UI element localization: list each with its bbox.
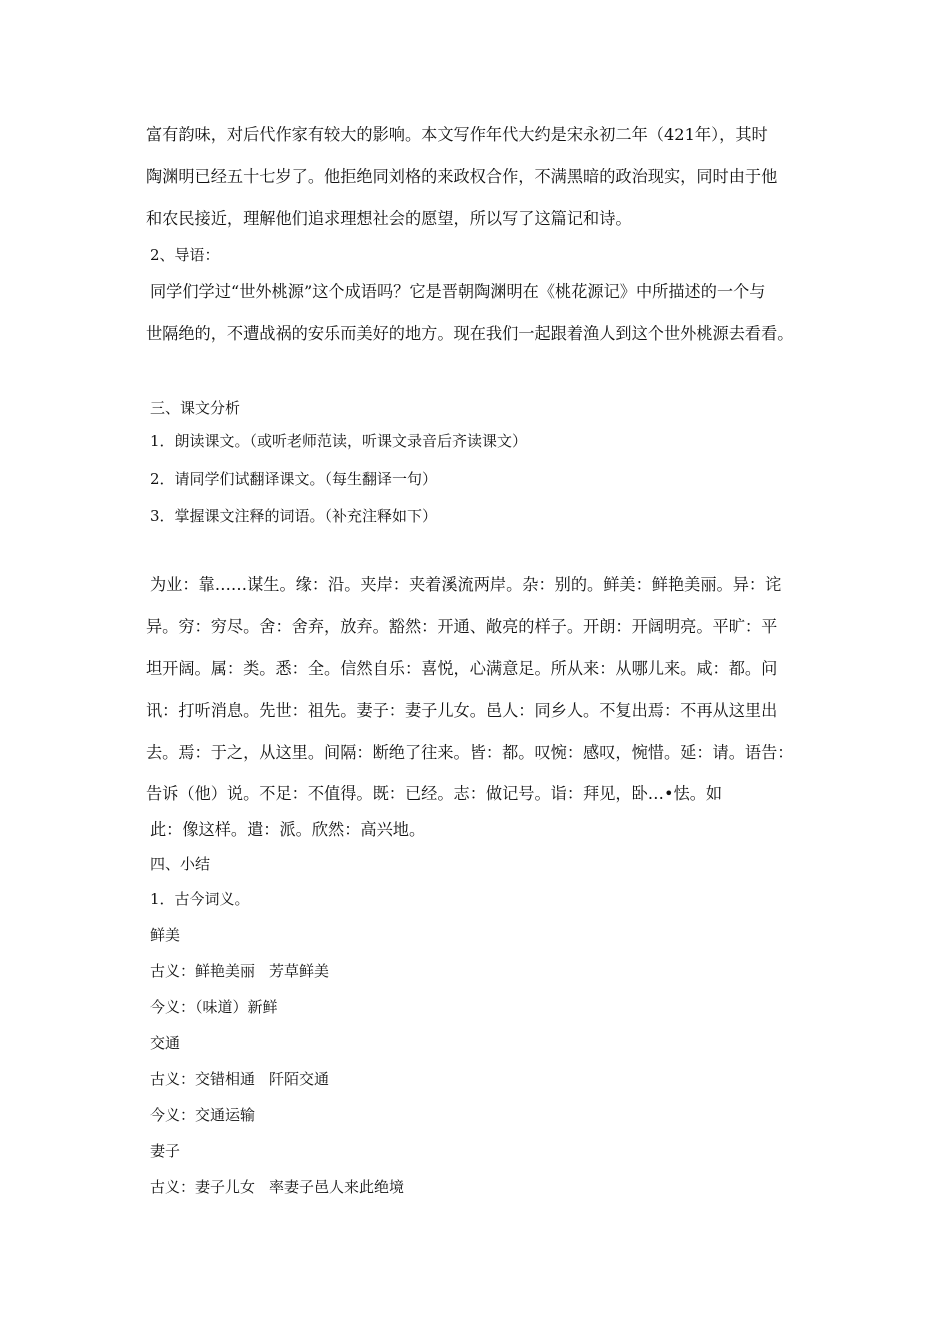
summary-heading: 四、小结 xyxy=(150,855,211,873)
term-word: 交通 xyxy=(150,1034,181,1052)
glossary-line: 坦开阔。属：类。悉：全。信然自乐：喜悦，心满意足。所从来：从哪儿来。咸：都。问 xyxy=(146,659,778,678)
term-ancient: 古义：交错相通 阡陌交通 xyxy=(150,1070,330,1088)
term-ancient: 古义：妻子儿女 率妻子邑人来此绝境 xyxy=(150,1178,405,1196)
intro-line: 陶渊明已经五十七岁了。他拒绝同刘格的来政权合作，不满黑暗的政治现实，同时由于他 xyxy=(146,167,778,186)
term-modern: 今义：（味道）新鲜 xyxy=(150,998,278,1016)
term-ancient: 古义：鲜艳美丽 芳草鲜美 xyxy=(150,962,330,980)
analysis-heading: 三、课文分析 xyxy=(150,399,241,417)
glossary-line: 去。焉：于之，从这里。间隔：断绝了往来。皆：都。叹惋：感叹，惋惜。延：请。语告： xyxy=(146,743,794,762)
intro-line: 和农民接近，理解他们追求理想社会的愿望，所以写了这篇记和诗。 xyxy=(146,209,632,228)
lead-in-heading: 2、导语： xyxy=(150,246,220,264)
glossary-line: 此：像这样。遣：派。欣然：高兴地。 xyxy=(150,820,426,839)
summary-subheading: 1．古今词义。 xyxy=(150,890,250,908)
analysis-item: 2．请同学们试翻译课文。（每生翻译一句） xyxy=(150,470,438,488)
glossary-line: 告诉（他）说。不足：不值得。既：已经。志：做记号。诣：拜见，卧…•怯。如 xyxy=(146,784,723,803)
intro-line: 富有韵味，对后代作家有较大的影响。本文写作年代大约是宋永初二年（421年），其时 xyxy=(146,125,768,144)
glossary-line: 为业：靠……谋生。缘：沿。夹岸：夹着溪流两岸。杂：别的。鲜美：鲜艳美丽。异：诧 xyxy=(150,575,782,594)
lead-in-line: 世隔绝的，不遭战祸的安乐而美好的地方。现在我们一起跟着渔人到这个世外桃源去看看。 xyxy=(146,324,794,343)
term-word: 鲜美 xyxy=(150,926,181,944)
term-word: 妻子 xyxy=(150,1142,181,1160)
lead-in-line: 同学们学过“世外桃源”这个成语吗？它是晋朝陶渊明在《桃花源记》中所描述的一个与 xyxy=(150,282,766,301)
analysis-item: 3．掌握课文注释的词语。（补充注释如下） xyxy=(150,507,438,525)
glossary-line: 讯：打听消息。先世：祖先。妻子：妻子儿女。邑人：同乡人。不复出焉：不再从这里出 xyxy=(146,701,778,720)
glossary-line: 异。穷：穷尽。舍：舍弃，放弃。豁然：开通、敞亮的样子。开朗：开阔明亮。平旷：平 xyxy=(146,617,778,636)
analysis-item: 1．朗读课文。（或听老师范读，听课文录音后齐读课文） xyxy=(150,432,528,450)
term-modern: 今义：交通运输 xyxy=(150,1106,256,1124)
